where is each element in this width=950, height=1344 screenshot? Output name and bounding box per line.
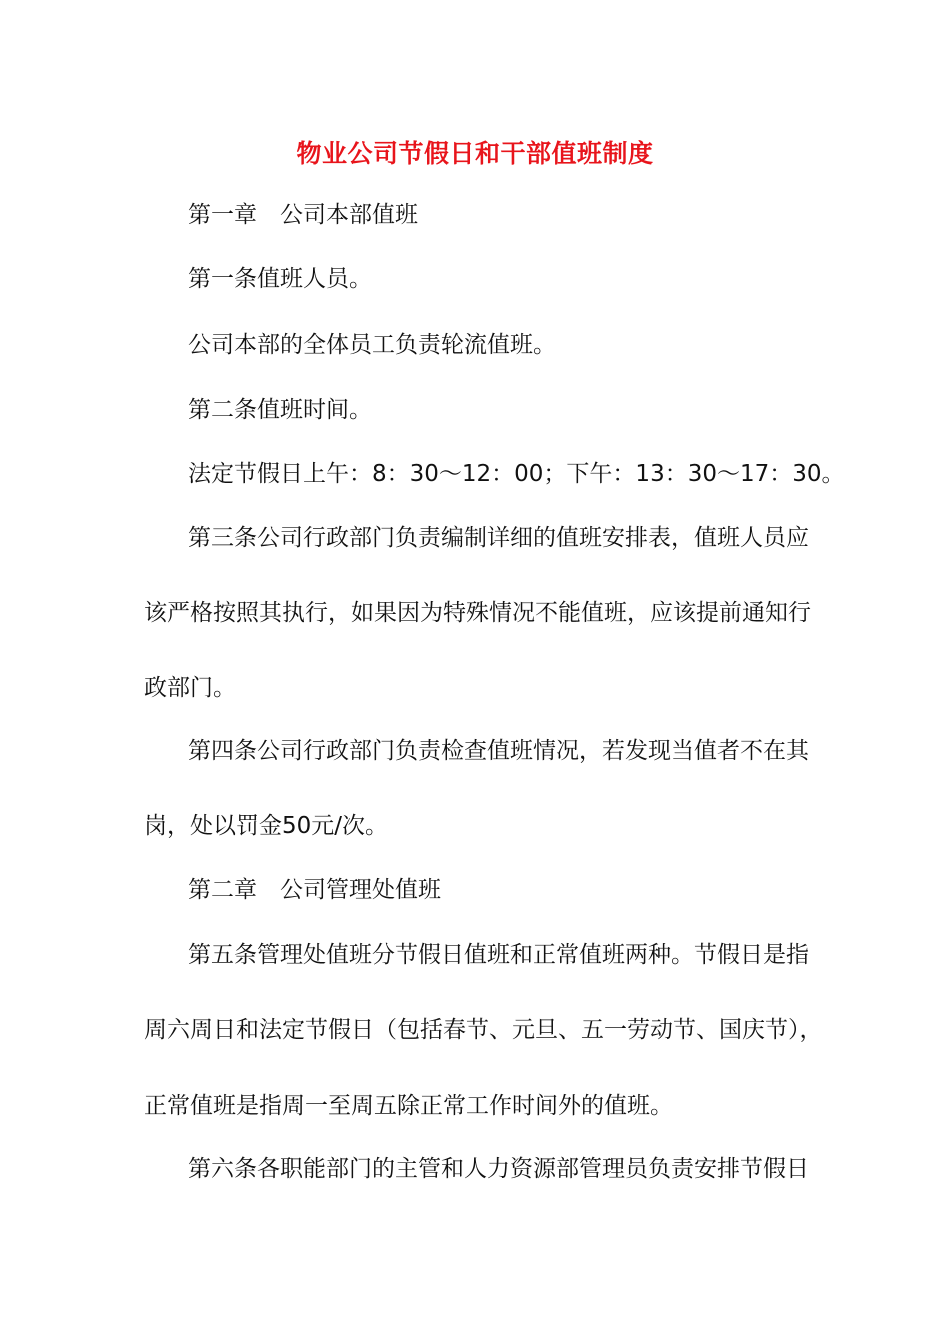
article-5-line-3: 正常值班是指周一至周五除正常工作时间外的值班。: [144, 1093, 673, 1119]
document-title: 物业公司节假日和干部值班制度: [296, 139, 654, 168]
chapter-1-heading: 第一章 公司本部值班: [188, 202, 418, 228]
article-4-line-1: 第四条公司行政部门负责检查值班情况，若发现当值者不在其: [188, 738, 809, 764]
article-3-line-3: 政部门。: [144, 675, 236, 701]
chapter-2-heading: 第二章 公司管理处值班: [188, 877, 441, 903]
article-6-line-1: 第六条各职能部门的主管和人力资源部管理员负责安排节假日: [188, 1156, 809, 1182]
article-1-heading: 第一条值班人员。: [188, 266, 372, 292]
article-5-line-1: 第五条管理处值班分节假日值班和正常值班两种。节假日是指: [188, 942, 809, 968]
article-3-line-1: 第三条公司行政部门负责编制详细的值班安排表，值班人员应: [188, 525, 809, 551]
article-4-line-2: 岗，处以罚金50元/次。: [144, 813, 389, 839]
article-2-heading: 第二条值班时间。: [188, 397, 372, 423]
article-2-text: 法定节假日上午：8：30～12：00；下午：13：30～17：30。: [188, 461, 845, 487]
article-3-line-2: 该严格按照其执行，如果因为特殊情况不能值班，应该提前通知行: [144, 600, 811, 626]
article-5-line-2: 周六周日和法定节假日（包括春节、元旦、五一劳动节、国庆节），: [144, 1017, 823, 1043]
article-1-text: 公司本部的全体员工负责轮流值班。: [188, 332, 556, 358]
